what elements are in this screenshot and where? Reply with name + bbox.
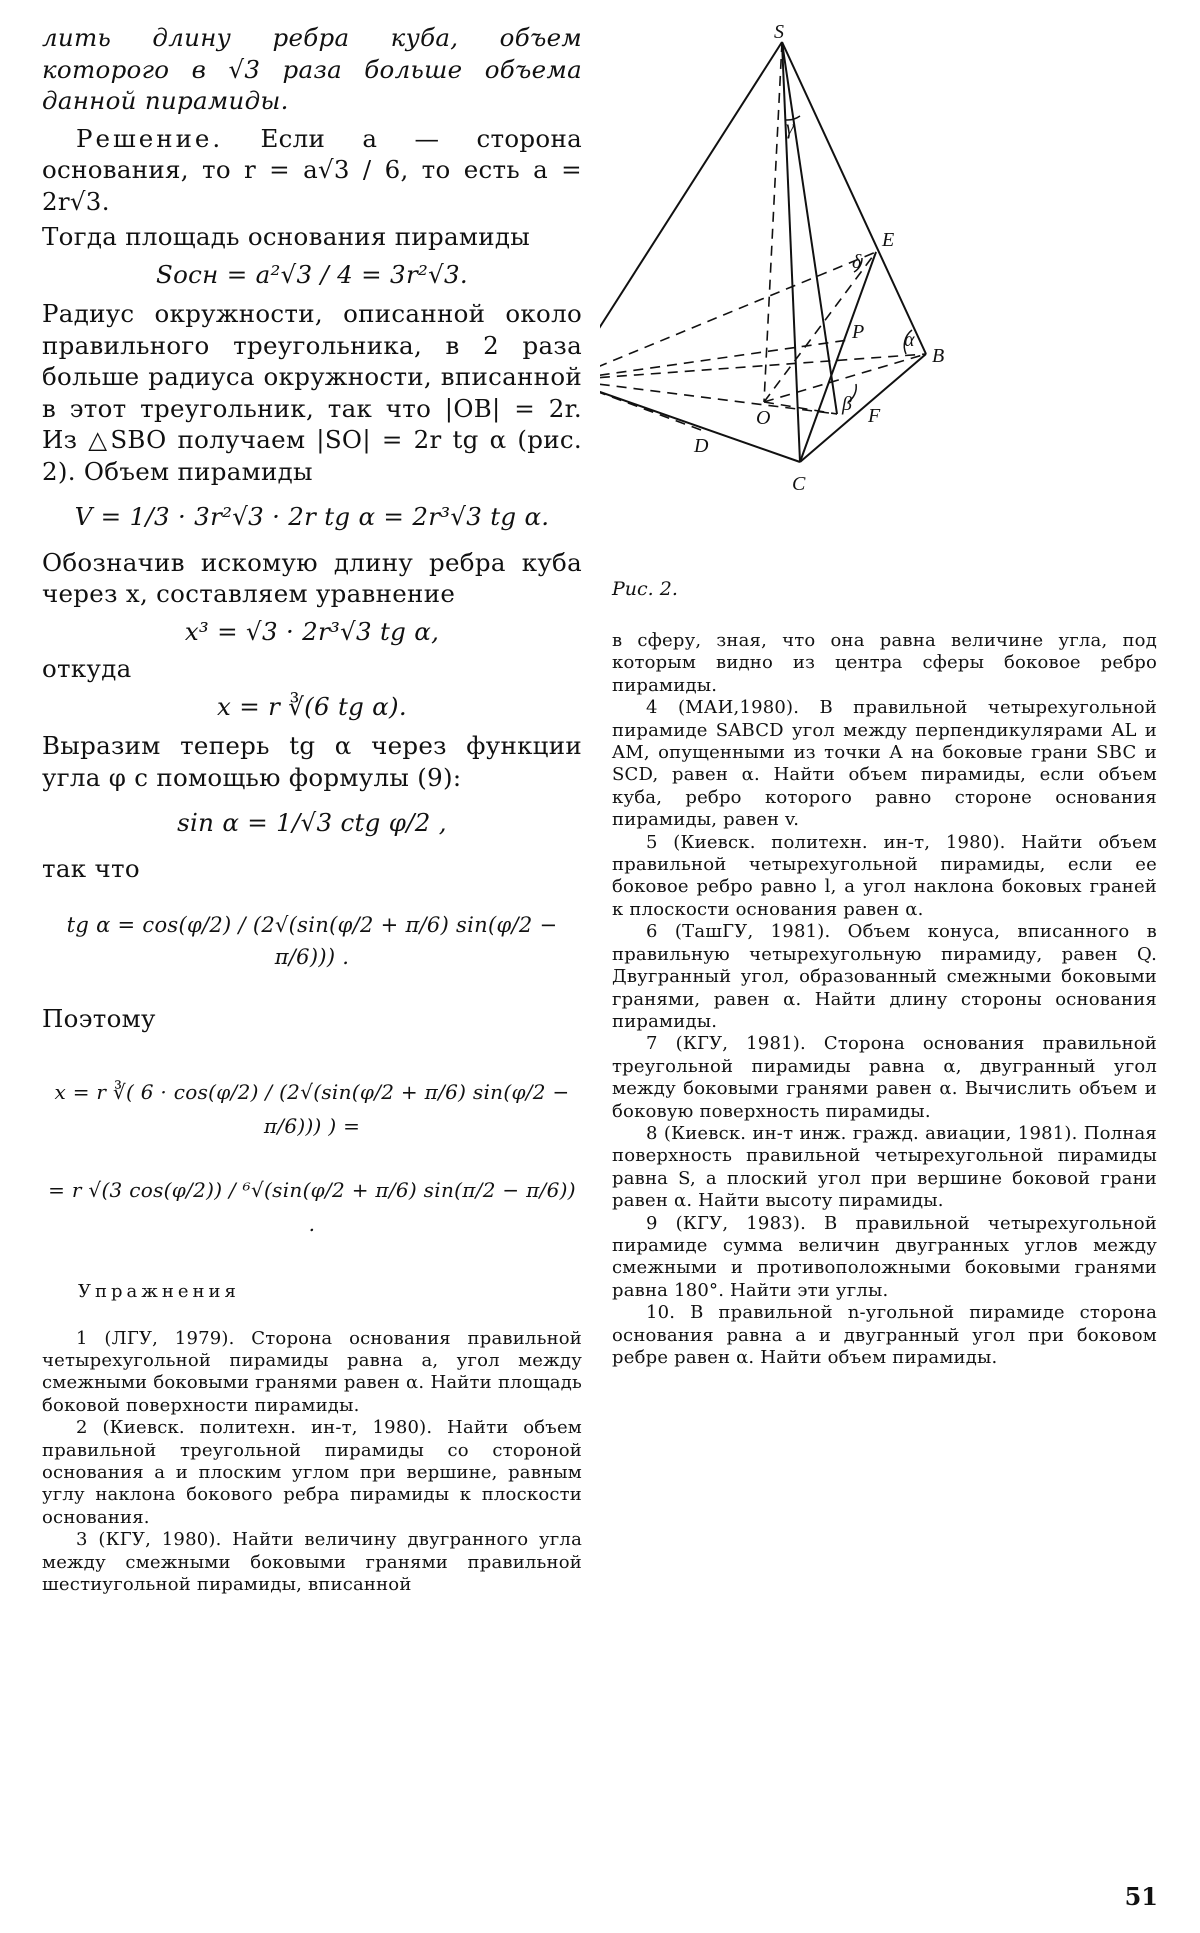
whence-text: откуда [42, 654, 132, 683]
x-formula-1: x = r ∛( 6 · cos(φ/2) / (2√(sin(φ/2 + π/6) sin(φ/2 − π/6))) ) = [54, 1079, 570, 1138]
therefore-text: Поэтому [42, 1004, 156, 1033]
label-D: D [694, 435, 709, 457]
exercise-item: 4 (МАИ,1980). В правильной четырехугольной пирамиде SABCD угол между перпендикулярами AL и AM, опущенными из точки A на боковые грани SBC и SCD, равен α. Найти объем пирамиды, если объем куба, ребро которого равно стороне основания пирамиды, равен v. [612, 697, 1157, 831]
line-AP [600, 340, 848, 380]
tg-formula: tg α = cos(φ/2) / (2√(sin(φ/2 + π/6) sin(φ/2 − π/6))) . [66, 913, 558, 969]
label-O: O [756, 407, 771, 429]
exercise-item: 8 (Киевск. ин-т инж. гражд. авиации, 1981). Полная поверхность правильной четырехугольной пирамиды равна S, а плоский угол при вершине боковой грани равен α. Найти высоту пирамиды. [612, 1122, 1157, 1212]
exercise-list-right [612, 630, 1157, 1369]
label-S: S [774, 21, 784, 43]
label-delta: δ [852, 251, 862, 273]
exercise-item: 7 (КГУ, 1981). Сторона основания правильной треугольной пирамиды равна α, двугранный угол между боковыми гранями равен α. Вычислить объем и боковую поверхность пирамиды. [612, 1033, 1158, 1122]
label-beta: β [842, 393, 852, 415]
page-number: 51 [1124, 1882, 1158, 1911]
exercise-item: 5 (Киевск. политехн. ин-т, 1980). Найти объем правильной четырехугольной пирамиды, если ее боковое ребро равно l, а угол наклона боковых граней к плоскости основания равен α. [612, 831, 1157, 920]
label-B: B [932, 345, 945, 367]
label-P: P [852, 321, 865, 343]
label-alpha: α [904, 329, 915, 351]
edge-AB [600, 354, 926, 380]
exercise-item: 9 (КГУ, 1983). В правильной четырехугольной пирамиде сумма величин двугранных углов между смежными и противоположными боковыми гранями равна 180°. Найти эти углы. [612, 1212, 1157, 1301]
equation-text: Обозначив искомую длину ребра куба через x, составляем уравнение [42, 547, 582, 608]
line-AE [600, 252, 876, 380]
so-that-text: так что [42, 853, 140, 883]
whence-formula: x = r ∛(6 tg α). [217, 691, 407, 721]
x-formula-2: = r √(3 cos(φ/2)) / ⁶√(sin(φ/2 + π/6) sin(π/2 − π/6)) . [48, 1177, 576, 1236]
exercise-item: 1 (ЛГУ, 1979). Сторона основания правильной четырехугольной пирамиды равна a, угол между смежными боковыми гранями равен α. Найти площадь боковой поверхности пирамиды. [42, 1327, 583, 1416]
intro-text: лить длину ребра куба, объем которого в √3 раза больше объема данной пирамиды. [42, 23, 582, 115]
express-text: Выразим теперь tg α через функции угла φ с помощью формулы (9): [42, 731, 582, 792]
height-SO [764, 42, 782, 402]
label-F: F [868, 405, 881, 427]
exercise-item: 10. В правильной n-угольной пирамиде сторона основания равна a и двугранный угол при боковом ребре равен α. Найти объем пирамиды. [612, 1302, 1158, 1368]
edge-SA [600, 42, 782, 380]
radius-text: Радиус окружности, описанной около правильного треугольника, в 2 раза больше радиуса окружности, вписанной в этот треугольник, так что |OB| = 2r. Из △SBO получаем |SO| = 2r tg α (рис. 2). Объем пирамиды [42, 299, 582, 486]
solution-text: Если a — сторона основания, то r = a√3 / 6, то есть a = 2r√3. [42, 123, 582, 216]
label-E: E [882, 229, 895, 251]
area-formula: Sосн = a²√3 / 4 = 3r²√3. [156, 259, 468, 289]
exercise-item: 3 (КГУ, 1980). Найти величину двугранного угла между смежными боковыми гранями правильной шестиугольной пирамиды, вписанной [42, 1529, 582, 1595]
exercise-item: в сферу, зная, что она равна величине угла, под которым видно из центра сферы боковое ребро пирамиды. [612, 630, 1157, 696]
left-column [42, 22, 582, 1596]
label-gamma: γ [786, 117, 794, 139]
equation-formula: x³ = √3 · 2r³√3 tg α, [184, 616, 440, 646]
solution-paragraph [42, 123, 582, 218]
exercises-heading: Упражнения [78, 1280, 240, 1302]
area-text: Тогда площадь основания пирамиды [42, 222, 531, 251]
label-C: C [792, 473, 806, 495]
edge-SB [782, 42, 926, 354]
exercise-item: 6 (ТашГУ, 1981). Объем конуса, вписанного в правильную четырехугольную пирамиду, равен Q. Двугранный угол, образованный смежными боковыми гранями, равен α. Найти длину стороны основания пирамиды. [612, 921, 1157, 1032]
sin-formula: sin α = 1/√3 ctg φ/2 , [177, 808, 447, 837]
exercise-item: 2 (Киевск. политехн. ин-т, 1980). Найти объем правильной треугольной пирамиды со стороной основания a и плоским углом при вершине, равным углу наклона бокового ребра пирамиды к плоскости основания. [42, 1417, 583, 1528]
solution-label: Решение. [76, 123, 224, 153]
exercise-list-left [42, 1328, 582, 1597]
figure-caption: Рис. 2. [612, 578, 678, 600]
pyramid-figure [600, 20, 1160, 610]
volume-formula: V = 1/3 · 3r²√3 · 2r tg α = 2r³√3 tg α. [74, 502, 550, 531]
